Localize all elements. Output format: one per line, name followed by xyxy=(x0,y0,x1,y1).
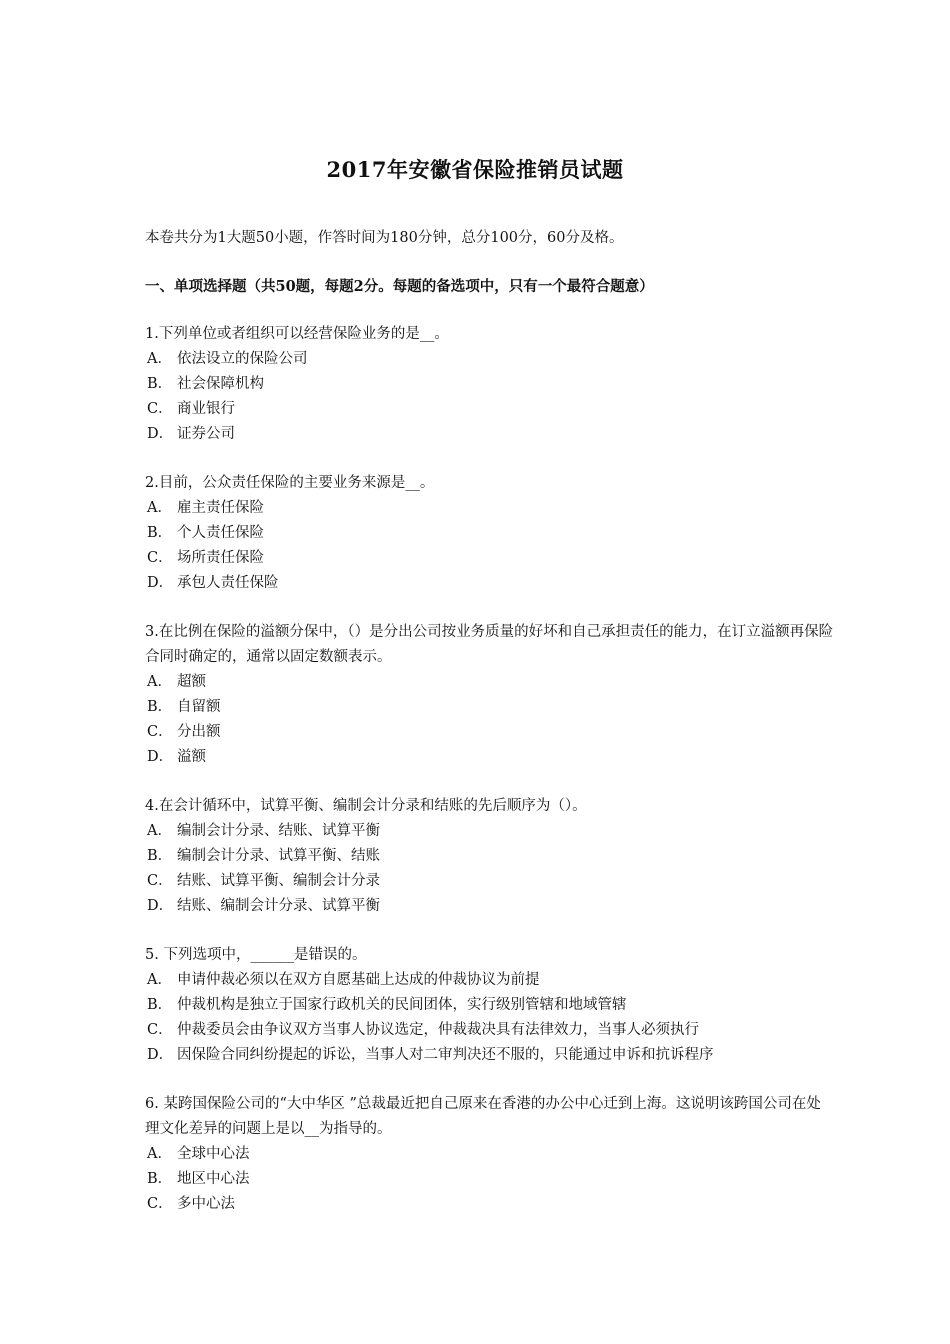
question-stem: 2.目前，公众责任保险的主要业务来源是__。 xyxy=(145,475,435,491)
option-c xyxy=(145,720,835,745)
option-a xyxy=(145,347,835,372)
option-b xyxy=(145,695,835,720)
option-text: 场所责任保险 xyxy=(177,550,264,566)
section-heading: 一、单项选择题（共50题，每题2分。每题的备选项中，只有一个最符合题意） xyxy=(145,278,654,295)
option-text: 超额 xyxy=(177,674,206,690)
option-label: A． xyxy=(147,1146,172,1162)
option-label: A． xyxy=(147,351,172,367)
option-d xyxy=(145,745,835,770)
option-text: 雇主责任保险 xyxy=(177,500,264,516)
option-label: D． xyxy=(147,749,174,765)
page-title: 2017年安徽省保险推销员试题 xyxy=(326,157,624,182)
option-d xyxy=(145,571,835,596)
option-label: A． xyxy=(147,500,172,516)
question-stem: 4.在会计循环中，试算平衡、编制会计分录和结账的先后顺序为（）。 xyxy=(145,798,587,814)
option-c xyxy=(145,546,835,571)
question-list xyxy=(145,322,835,1241)
option-label: B． xyxy=(147,1171,173,1187)
option-text: 承包人责任保险 xyxy=(177,575,279,591)
question-2 xyxy=(145,471,835,596)
question-3 xyxy=(145,620,835,770)
option-label: C． xyxy=(147,550,173,566)
option-b xyxy=(145,1167,835,1192)
option-text: 多中心法 xyxy=(177,1196,235,1212)
option-text: 编制会计分录、试算平衡、结账 xyxy=(177,848,380,864)
option-text: 申请仲裁必须以在双方自愿基础上达成的仲裁协议为前提 xyxy=(177,972,540,988)
option-c xyxy=(145,1192,835,1217)
question-stem: 1.下列单位或者组织可以经营保险业务的是__。 xyxy=(145,326,449,342)
option-b xyxy=(145,372,835,397)
option-label: B． xyxy=(147,376,173,392)
option-text: 地区中心法 xyxy=(177,1171,250,1187)
option-text: 结账、试算平衡、编制会计分录 xyxy=(177,873,380,889)
exam-intro: 本卷共分为1大题50小题，作答时间为180分钟，总分100分，60分及格。 xyxy=(145,230,624,246)
question-stem: 3.在比例在保险的溢额分保中，（）是分出公司按业务质量的好坏和自己承担责任的能力，在订立溢额再保险合同时确定的，通常以固定数额表示。 xyxy=(145,624,834,665)
option-text: 因保险合同纠纷提起的诉讼，当事人对二审判决还不服的，只能通过申诉和抗诉程序 xyxy=(177,1047,714,1063)
option-c xyxy=(145,397,835,422)
option-label: C． xyxy=(147,873,173,889)
option-text: 依法设立的保险公司 xyxy=(177,351,308,367)
option-label: B． xyxy=(147,997,173,1013)
option-label: B． xyxy=(147,699,173,715)
option-b xyxy=(145,521,835,546)
option-label: A． xyxy=(147,972,172,988)
option-text: 自留额 xyxy=(177,699,221,715)
option-c xyxy=(145,1018,835,1043)
option-a xyxy=(145,819,835,844)
option-label: A． xyxy=(147,674,172,690)
option-label: D． xyxy=(147,426,174,442)
option-text: 仲裁委员会由争议双方当事人协议选定，仲裁裁决具有法律效力，当事人必须执行 xyxy=(177,1022,699,1038)
option-label: C． xyxy=(147,401,173,417)
option-text: 商业银行 xyxy=(177,401,235,417)
option-text: 分出额 xyxy=(177,724,221,740)
question-6 xyxy=(145,1092,835,1217)
option-a xyxy=(145,496,835,521)
question-stem: 6. 某跨国保险公司的“大中华区 ”总裁最近把自己原来在香港的办公中心迁到上海。这说明该跨国公司在处理文化差异的问题上是以__为指导的。 xyxy=(145,1096,821,1137)
option-text: 个人责任保险 xyxy=(177,525,264,541)
option-c xyxy=(145,869,835,894)
option-text: 结账、编制会计分录、试算平衡 xyxy=(177,898,380,914)
question-4 xyxy=(145,794,835,919)
question-1 xyxy=(145,322,835,447)
option-label: D． xyxy=(147,575,174,591)
option-a xyxy=(145,968,835,993)
option-label: D． xyxy=(147,1047,174,1063)
option-b xyxy=(145,993,835,1018)
option-text: 证券公司 xyxy=(177,426,235,442)
option-text: 溢额 xyxy=(177,749,206,765)
option-text: 社会保障机构 xyxy=(177,376,264,392)
option-text: 编制会计分录、结账、试算平衡 xyxy=(177,823,380,839)
option-d xyxy=(145,894,835,919)
option-a xyxy=(145,1142,835,1167)
option-a xyxy=(145,670,835,695)
option-label: B． xyxy=(147,848,173,864)
option-label: A． xyxy=(147,823,172,839)
option-label: B． xyxy=(147,525,173,541)
option-text: 仲裁机构是独立于国家行政机关的民间团体，实行级别管辖和地域管辖 xyxy=(177,997,627,1013)
question-stem: 5. 下列选项中，______是错误的。 xyxy=(145,947,367,963)
question-5 xyxy=(145,943,835,1068)
option-b xyxy=(145,844,835,869)
option-d xyxy=(145,422,835,447)
option-d xyxy=(145,1043,835,1068)
option-label: D． xyxy=(147,898,174,914)
option-label: C． xyxy=(147,724,173,740)
option-label: C． xyxy=(147,1196,173,1212)
option-text: 全球中心法 xyxy=(177,1146,250,1162)
option-label: C． xyxy=(147,1022,173,1038)
